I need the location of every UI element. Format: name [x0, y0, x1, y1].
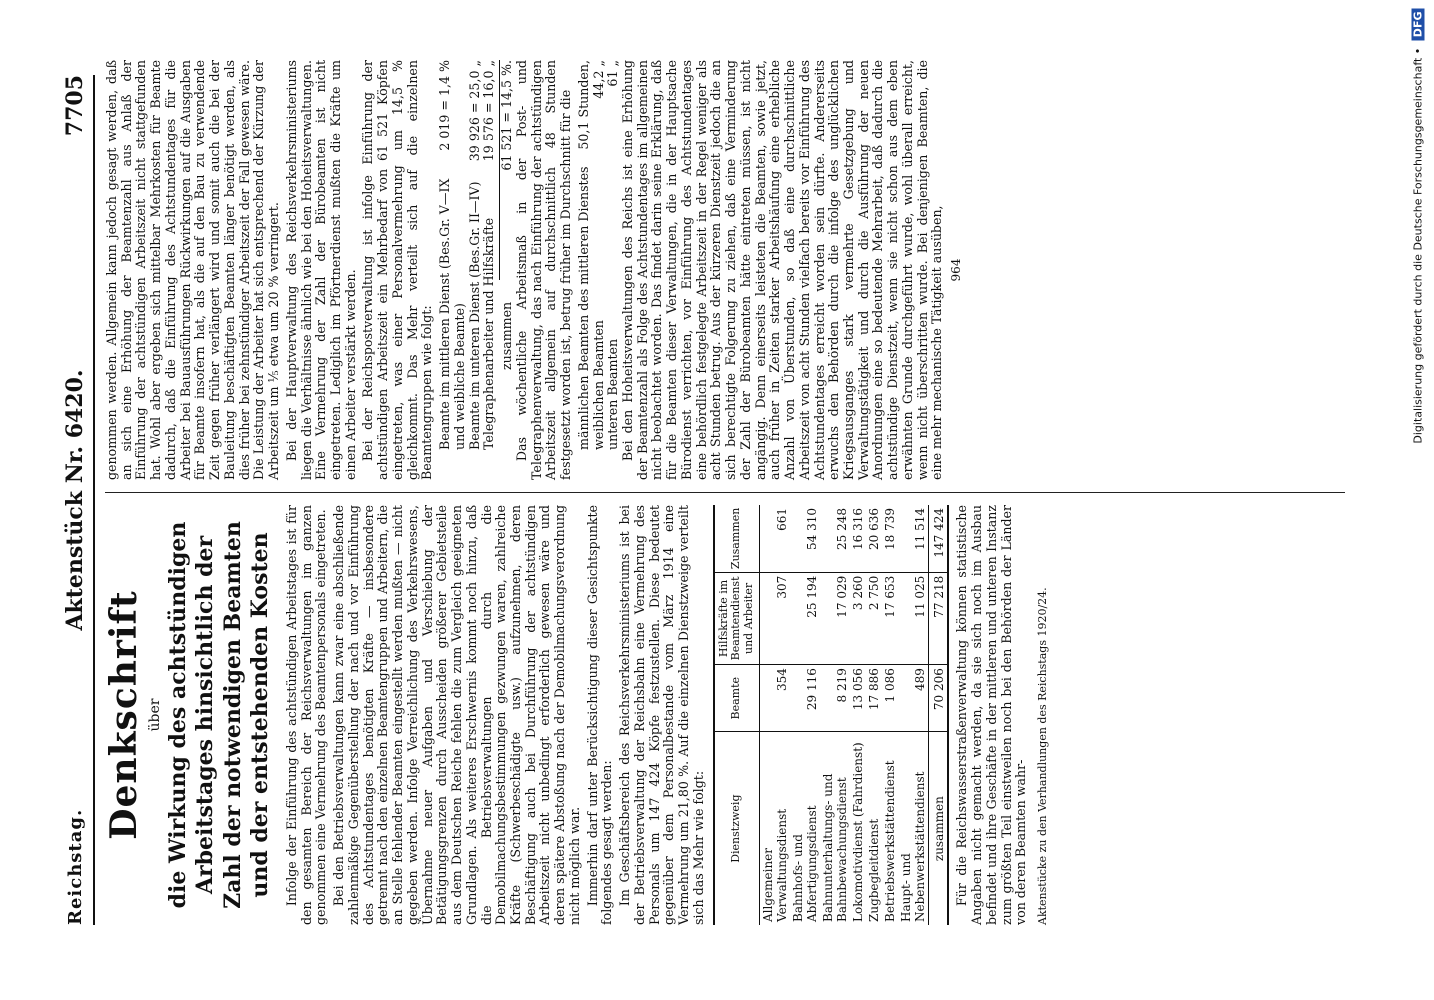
dfg-text: Digitalisierung gefördert durch die Deutsche Forschungsgemeinschaft • [1411, 47, 1425, 444]
table-cell: 77 218 [929, 572, 949, 664]
list-value: 50,1 Stunden, [575, 60, 591, 150]
list-label: Beamte im mittleren Dienst (Bes.Gr. V—IX und weibliche Beamte) [437, 178, 467, 450]
paragraph: Im Geschäftsbereich des Reichsverkehrsministeriums ist bei der Betriebsverwaltung der Reichsbahn eine Vermehrung des Personals um 147 424 Köpfe festzustellen. Diese bedeutet gegenüber dem Personalbestande vom März 1914 eine Vermehrung um 21,80 %. Auf die einzelnen Dienstzweige verteilt sich das Mehr wie folgt: [617, 505, 706, 925]
dfg-logo: DFG [1412, 9, 1425, 41]
table-cell: 17 886 [866, 665, 882, 732]
title-over: über [146, 698, 163, 732]
paragraph: Bei der Reichspostverwaltung ist infolge Einführung der achtstündigen Arbeitszeit ein Mehrbedarf von 61 521 Köpfen eingetreten, was einer Personalvermehrung um 14,5 % gleichkommt. Das Mehr verteilt sich auf die einzelnen Beamtengruppen wie folgt: [360, 60, 435, 480]
list-value: 44,2 „ [590, 60, 606, 99]
table-row [898, 505, 929, 925]
table-row [820, 505, 850, 925]
table-row [760, 505, 791, 925]
table-cell: 20 636 [866, 505, 882, 572]
header-left: Reichstag. [65, 808, 86, 925]
footnote: Aktenstücke zu den Verhandlungen des Reichstags 1920/24. [1036, 587, 1050, 925]
header-page-number: 7705 [62, 75, 88, 137]
title-subtitle: die Wirkung des achtstündigen Arbeitstages hinsichtlich der Zahl der notwendigen Beamten und der entstehenden Kosten [164, 521, 274, 909]
table-cell: 489 [898, 665, 929, 732]
table-cell: 147 424 [929, 505, 949, 572]
left-column [105, 505, 1345, 925]
list-item [606, 60, 621, 480]
list-item [468, 60, 483, 480]
table-cell: 661 [760, 505, 791, 572]
table-cell: 307 [760, 572, 791, 664]
table-cell: Lokomotivdienst (Fahrdienst) [851, 742, 866, 922]
table-cell: 13 056 [850, 665, 866, 732]
paragraph: Infolge der Einführung des achtstündigen Arbeitstages ist für den gesamten Bereich der Reichsverwaltungen im ganzen genommen eine Vermehrung des Beamtenpersonals eingetreten. [283, 505, 329, 925]
table-cell: 17 029 [820, 572, 850, 664]
list-item [482, 60, 497, 480]
table-cell: Bahnhofs- und Abfertigungsdienst [791, 805, 820, 922]
list-label: Telegraphenarbeiter und Hilfskräfte [481, 217, 497, 450]
paragraph: Bei der Hauptverwaltung des Reichsverkehrsministeriums liegen die Verhältnisse ähnlich wie bei den Hoheitsverwaltungen. Eine Vermehrung der Zahl der Bürobeamten ist nicht eingetreten. Lediglich im Pförtnerdienst mußten die Kräfte um einen Arbeiter verstärkt werden. [283, 60, 358, 480]
table-cell: 54 310 [790, 505, 820, 572]
list-label: Beamte im unteren Dienst (Bes.Gr. II—IV) [466, 181, 482, 450]
table-cell: 29 116 [790, 665, 820, 732]
column-divider [105, 492, 1345, 493]
table-cell: 2 750 [866, 572, 882, 664]
page-header [63, 75, 95, 925]
list-value: 39 926 = 25,0 „ [466, 60, 482, 162]
page-signature: 964 [949, 258, 964, 282]
document-title [105, 505, 275, 925]
list-item [577, 60, 592, 480]
table-cell: 11 025 [898, 572, 929, 664]
staff-table [713, 505, 950, 925]
table-row [882, 505, 898, 925]
table-header: Beamte [714, 665, 760, 732]
paragraph: Bei den Hoheitsverwaltungen des Reichs ist eine Erhöhung der Beamtenzahl als Folge des Achtstundentages im allgemeinen nicht beobachtet worden. Das findet darin seine Erklärung, daß für die Beamten dieser Verwaltungen, die in der Hauptsache Bürodienst verrichten, vor Einführung des Achtstundentages eine behördlich festgelegte Arbeitszeit in der Regel weniger als acht Stunden betrug. Aus der kürzeren Dienstzeit jedoch die an sich berechtigte Folgerung zu ziehen, daß eine Verminderung der Zahl der Bürobeamten hätte eintreten müssen, ist nicht angängig. Denn einerseits leisteten die Beamten, sowie jetzt, auch früher in Zeiten starker Arbeitshäufung eine erhebliche Anzahl von Überstunden, so daß eine durchschnittliche Arbeitszeit von acht Stunden vielfach bereits vor Einführung des Achtstundentages erreicht worden sein dürfte. Andererseits erwuchs den Behörden durch die infolge des unglücklichen Kriegsausganges stark vermehrte Gesetzgebung und Verwaltungstätigkeit und durch die Ausführung der neuen Anordnungen eine so bedeutende Mehrarbeit, daß dadurch die achtstündige Dienstzeit, wenn sie nicht schon aus dem eben erwähnten Grunde durchgeführt wurde, wohl überall erreicht, wenn nicht überschritten wurde. Bei denjenigen Beamten, die eine mehr mechanische Tätigkeit ausüben, [619, 60, 945, 480]
paragraph: Das wöchentliche Arbeitsmaß in der Post- und Telegraphenverwaltung, das nach Einführung der achtstündigen Arbeitszeit allgemein auf durchschnittlich 48 Stunden festgesetzt worden ist, betrug früher im Durchschnitt für die [513, 60, 574, 480]
paragraph: Immerhin darf unter Berücksichtigung dieser Gesichtspunkte folgendes gesagt werden: [584, 505, 615, 925]
table-cell: 70 206 [929, 665, 949, 732]
list-value: 61 521 = 14,5 %. [499, 60, 515, 171]
table-row [790, 505, 820, 925]
table-cell: zusammen [929, 732, 949, 925]
list-label: unteren Beamten [605, 338, 621, 450]
table-header: Hilfskräfte im Beamtendienst und Arbeiter [714, 572, 760, 664]
table-cell: Bahnunterhaltungs- und Bahnbewachungsdienst [821, 773, 850, 922]
table-cell: 25 194 [790, 572, 820, 664]
table-cell: 18 739 [882, 505, 898, 572]
list-label: weiblichen Beamten [590, 320, 606, 450]
list-label: männlichen Beamten des mittleren Dienstes [575, 166, 591, 450]
list-item [438, 60, 467, 480]
scanned-page [47, 45, 1387, 955]
list-value: 61 „ [605, 60, 621, 87]
list-value: 19 576 = 16,0 „ [481, 60, 497, 162]
table-cell: Betriebswerkstättendienst [883, 760, 898, 922]
list-item [592, 60, 607, 480]
paragraph: genommen werden. Allgemein kann jedoch gesagt werden, daß an sich eine Erhöhung der Beamtenzahl aus Anlaß der Einführung der achtstündigen Arbeitszeit nicht stattgefunden hat. Wohl aber ergeben sich mittelbar Mehrkosten für Beamte dadurch, daß die Einführung des Achtstundentages für die Arbeiter bei Bauausführungen Rückwirkungen auf die Ausgaben für Beamte insofern hat, als die auf den Bau zu verwendende Zeit gegen früher verlängert wird und somit auch die bei der Bauleitung beschäftigten Beamten länger benötigt werden, als dies früher bei zehnstündiger Arbeitszeit der Fall gewesen wäre. Die Leistung der Arbeiter hat sich entsprechend der Kürzung der Arbeitszeit um ⅕ etwa um 20 % verringert. [104, 60, 282, 480]
table-cell: 11 514 [898, 505, 929, 572]
table-cell: 1 086 [882, 665, 898, 732]
list-label: zusammen [499, 301, 515, 370]
list-value: 2 019 = 1,4 % [437, 60, 453, 151]
list-item-total [500, 60, 515, 480]
table-cell: 3 260 [850, 572, 866, 664]
dfg-funding-note [1404, 6, 1432, 994]
table-row [866, 505, 882, 925]
header-center: Aktenstück Nr. 6420. [62, 369, 88, 631]
paragraph: Für die Reichswasserstraßenverwaltung können statistische Angaben nicht gemacht werden, da sie sich noch im Ausbau befindet und ihre Geschäfte in der mittleren und unteren Instanz zum größten Teil einstweilen noch bei den Behörden der Länder von deren Beamten wahr- [954, 505, 1029, 925]
right-column [105, 60, 1345, 480]
table-cell: 25 248 [820, 505, 850, 572]
table-cell: 17 653 [882, 572, 898, 664]
table-cell: Zugbegleitdienst [867, 818, 882, 922]
table-header-row [714, 505, 760, 925]
title-main: Denkschrift [103, 590, 145, 840]
table-cell: 8 219 [820, 665, 850, 732]
table-row [850, 505, 866, 925]
table-cell: 16 316 [850, 505, 866, 572]
table-header: Zusammen [714, 505, 760, 572]
table-cell: Allgemeiner Verwaltungsdienst [761, 808, 790, 922]
table-total-row [929, 505, 949, 925]
table-cell: 354 [760, 665, 791, 732]
table-cell: Haupt- und Nebenwerkstättendienst [899, 771, 928, 922]
table-header: Dienstzweig [714, 732, 760, 925]
paragraph: Bei den Betriebsverwaltungen kann zwar eine abschließende zahlenmäßige Gegenüberstellung der nach und vor Einführung des Achtstundentages benötigten Kräfte — insbesondere getrennt nach den einzelnen Beamtengruppen und Arbeitern, die an Stelle fehlender Beamten eingestellt werden mußten — nicht gegeben werden. Infolge Verreichlichung des Verkehrswesens, Übernahme neuer Aufgaben und Verschiebung der Betätigungsgrenzen durch Ausscheiden größerer Gebietsteile aus dem Deutschen Reiche fehlen die zum Vergleich geeigneten Grundlagen. Als weiteres Erschwernis kommt noch hinzu, daß die Betriebsverwaltungen durch die Demobilmachungsbestimmungen gezwungen waren, zahlreiche Kräfte (Schwerbeschädigte usw.) aufzunehmen, deren Beschäftigung auch bei Durchführung der achtstündigen Arbeitszeit nicht unbedingt erforderlich gewesen wäre und deren spätere Abstoßung nach der Demobilmachungsverordnung nicht möglich war. [331, 505, 582, 925]
